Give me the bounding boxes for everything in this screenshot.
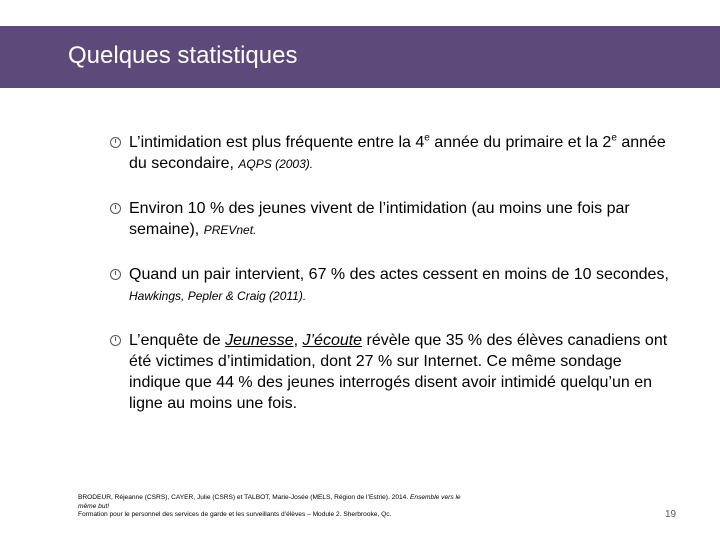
survey-name: Jeunesse	[225, 332, 294, 349]
slide-title: Quelques statistiques	[68, 42, 298, 69]
footnote-reference: BRODEUR, Réjeanne (CSRS), CAYER, Julie (CSRS) et TALBOT, Marie-Josée (MELS, Région de l’Estrie). 2014. Ensemble vers le même but! Formation pour le personnel des services de garde et les surveillants d’élèves – Module 2. Sherbrooke, Qc.	[78, 494, 461, 518]
bullet-circle-icon	[110, 203, 121, 214]
citation: AQPS (2003).	[238, 157, 314, 171]
bullet-item: L’intimidation est plus fréquente entre la 4e année du primaire et la 2e année du secondaire, AQPS (2003).	[110, 132, 670, 175]
bullet-item: L’enquête de Jeunesse, J’écoute révèle que 35 % des élèves canadiens ont été victimes d’intimidation, dont 27 % sur Internet. Ce même sondage indique que 44 % des jeunes interrogés disent avoir intimidé quelqu’un en ligne au moins une fois.	[110, 330, 670, 414]
bullet-circle-icon	[110, 137, 121, 148]
survey-name: J’écoute	[302, 332, 363, 349]
bullet-list	[110, 132, 670, 437]
citation: PREVnet.	[203, 223, 257, 237]
bullet-item: Quand un pair intervient, 67 % des actes cessent en moins de 10 secondes, Hawkings, Pepler & Craig (2011).	[110, 264, 670, 307]
bullet-item: Environ 10 % des jeunes vivent de l’intimidation (au moins une fois par semaine), PREVnet.	[110, 198, 670, 241]
page-number: 19	[665, 509, 677, 520]
bullet-circle-icon	[110, 269, 121, 280]
bullet-circle-icon	[110, 335, 121, 346]
citation: Hawkings, Pepler & Craig (2011).	[129, 289, 307, 303]
